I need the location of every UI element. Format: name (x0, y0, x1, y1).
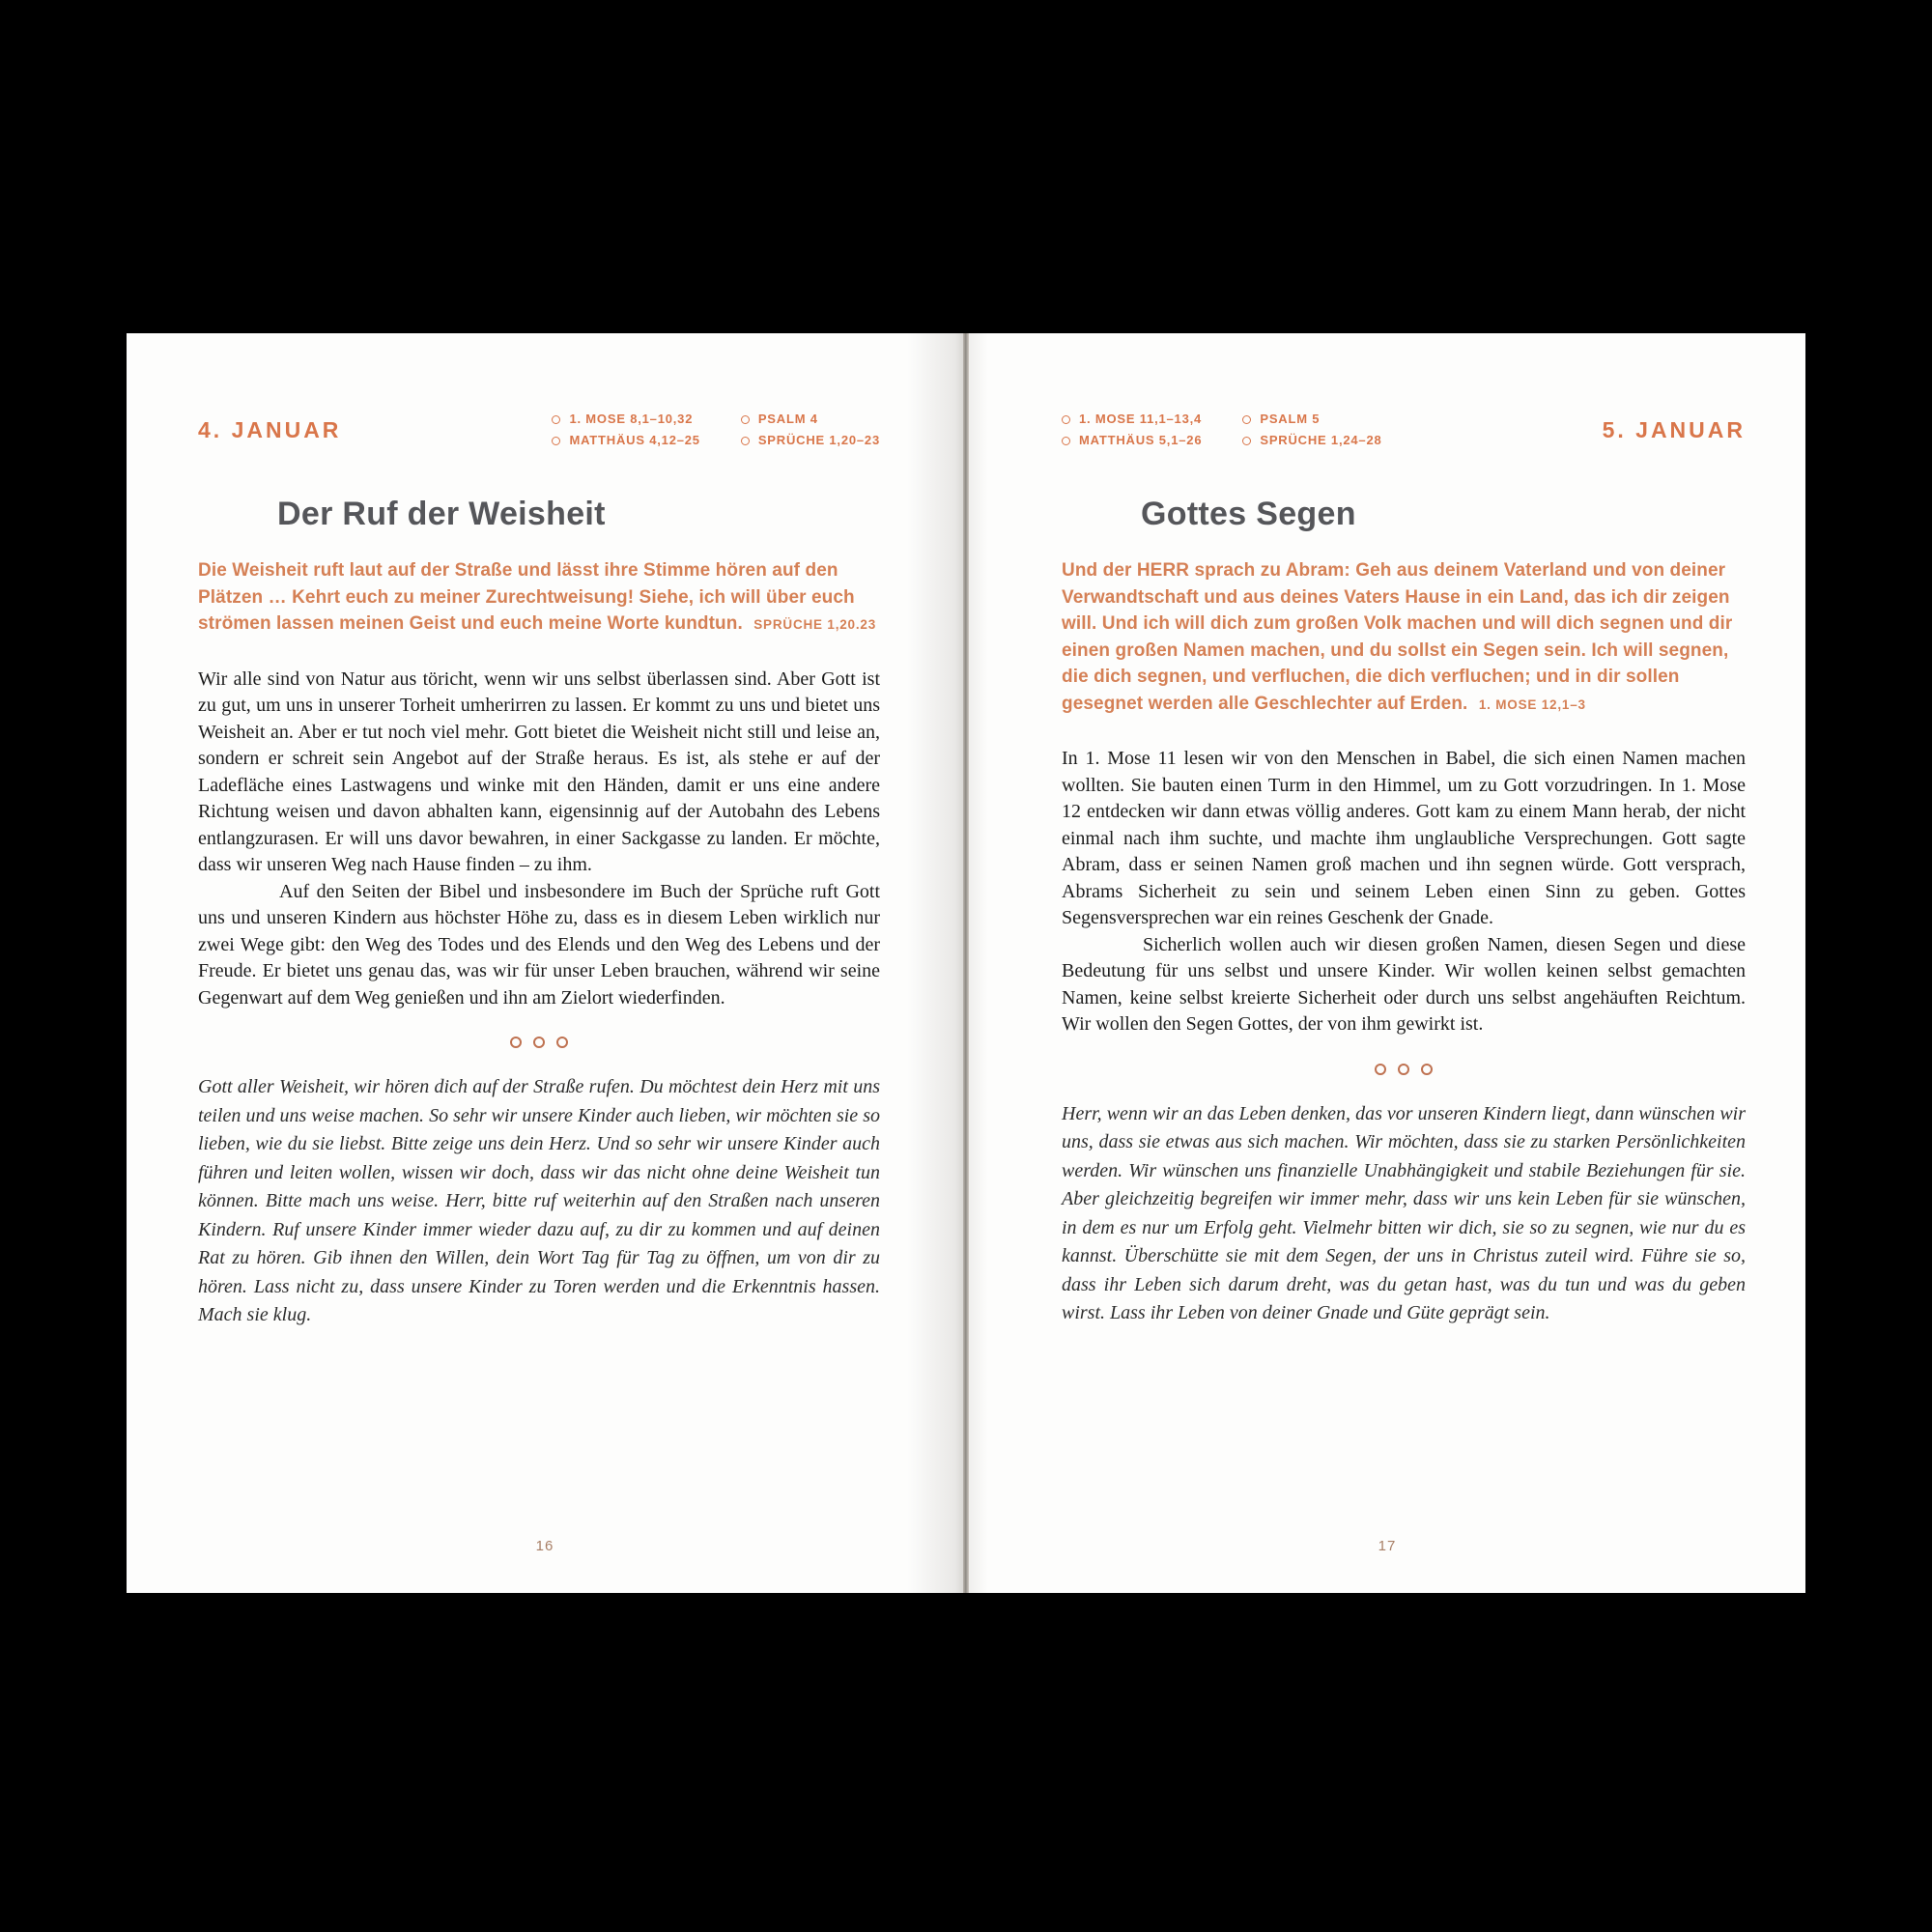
date-heading-right: 5. JANUAR (1602, 417, 1746, 442)
devotion-body-right (1062, 746, 1746, 1038)
circle-bullet-icon (1242, 437, 1251, 445)
ref-item (1062, 409, 1202, 430)
ref-item (552, 409, 699, 430)
ref-item (1242, 430, 1381, 451)
ref-label: PSALM 4 (757, 412, 818, 426)
scripture-citation-right: 1. MOSE 12,1–3 (1478, 696, 1586, 712)
ref-item (1062, 430, 1202, 451)
quote-text: Und der HERR sprach zu Abram: Geh aus deinem Vaterland und von deiner Verwandtschaft und aus deines Vaters Hause in ein Land, das ich dir zeigen will. Und ich will dich zum großen Volk machen und will dich segnen und dir einen großen Namen machen, und du sollst ein Segen sein. Ich will segnen, die dich segnen, und verfluchen, die dich verfluchen; und in dir sollen gesegnet werden alle Geschlechter auf Erden. (1062, 560, 1733, 714)
ref-label: SPRÜCHE 1,20–23 (757, 433, 880, 447)
ref-label: MATTHÄUS 5,1–26 (1079, 433, 1203, 447)
circle-bullet-icon (1062, 437, 1070, 445)
body-paragraph: Auf den Seiten der Bibel und insbesondere im Buch der Sprüche ruft Gott uns und unseren Kindern aus höchster Höhe zu, dass es in diesem Leben wirklich nur zwei Wege gibt: den Weg des Todes und des Elends und den Weg des Lebens und der Freude. Er bietet uns genau das, was wir für unser Leben brauchen, während wir seine Gegenwart auf dem Weg genießen und ihn am Zielort wiederfinden. (198, 880, 880, 1009)
prayer-text-left: Gott aller Weisheit, wir hören dich auf der Straße rufen. Du möchtest dein Herz mit uns teilen und uns weise machen. So sehr wir unsere Kinder auch lieben, wir möchten sie so lieben, wie du sie liebst. Bitte zeige uns dein Herz. Und so sehr wir unsere Kinder auch führen und leiten wollen, wissen wir doch, dass wir das nicht ohne deine Weisheit tun können. Bitte mach uns weise. Herr, bitte ruf weiterhin auf den Straßen nach unseren Kindern. Ruf unsere Kinder immer wieder dazu auf, zu dir zu kommen und auf deinen Rat zu hören. Gib ihnen den Willen, dein Wort Tag für Tag zu öffnen, um von dir zu hören. Lass nicht zu, dass unsere Kinder zu Toren werden und die Erkenntnis hassen. Mach sie klug. (198, 1076, 880, 1325)
scripture-citation-left: SPRÜCHE 1,20.23 (753, 617, 877, 632)
body-paragraph: Wir alle sind von Natur aus töricht, wenn wir uns selbst überlassen sind. Aber Gott ist zu gut, um uns in unserer Torheit umherirren zu lassen. Er kommt zu uns und bietet uns Weisheit an. Aber er tut noch viel mehr. Gott bietet die Weisheit nicht still und leise an, sondern er schreit sein Angebot auf der Straße heraus. Es ist, als stehe er auf der Ladefläche eines Lastwagens und winke mit den Händen, damit er uns eine andere Richtung weisen und davon abhalten kann, eigensinnig auf der Autobahn des Lebens entlangzurasen. Er will uns davor bewahren, in einer Sackgasse zu landen. Er möchte, dass wir unseren Weg nach Hause finden – zu ihm. (198, 668, 880, 875)
right-page (969, 333, 1805, 1593)
date-heading-left: 4. JANUAR (198, 417, 342, 442)
divider-circle-icon (510, 1037, 522, 1048)
scripture-quote-left (198, 557, 880, 639)
left-page (127, 333, 963, 1593)
scripture-refs-left (552, 409, 880, 451)
page-number-right: 17 (1378, 1538, 1397, 1554)
section-divider-left (198, 1037, 880, 1050)
page-number-left: 16 (535, 1538, 554, 1554)
left-page-header (198, 409, 880, 453)
section-divider-right (1062, 1064, 1746, 1077)
divider-circle-icon (1375, 1064, 1386, 1075)
ref-item (552, 430, 699, 451)
circle-bullet-icon (741, 415, 750, 424)
divider-circle-icon (1398, 1064, 1409, 1075)
ref-label: SPRÜCHE 1,24–28 (1260, 433, 1382, 447)
prayer-text-right: Herr, wenn wir an das Leben denken, das vor unseren Kindern liegt, dann wünschen wir uns, dass sie etwas aus sich machen. Wir möchten, dass sie zu starken Persönlichkeiten werden. Wir wünschen uns finanzielle Unabhängigkeit und stabile Beziehungen für sie. Aber gleichzeitig begreifen wir immer mehr, dass wir uns kein Leben für sie wünschen, in dem es nur um Erfolg geht. Vielmehr bitten wir dich, sie so zu segnen, wie nur du es kannst. Überschütte sie mit dem Segen, der uns in Christus zuteil wird. Führe sie so, dass ihr Leben sich darum dreht, was du getan hast, was du tun und was du geben wirst. Lass ihr Leben von deiner Gnade und Güte geprägt sein. (1062, 1102, 1746, 1323)
divider-circle-icon (556, 1037, 568, 1048)
refs-column (741, 409, 880, 451)
circle-bullet-icon (1062, 415, 1070, 424)
ref-label: 1. MOSE 11,1–13,4 (1079, 412, 1203, 426)
refs-column (1062, 409, 1202, 451)
ref-item (1242, 409, 1381, 430)
ref-label: PSALM 5 (1260, 412, 1321, 426)
circle-bullet-icon (552, 415, 560, 424)
circle-bullet-icon (741, 437, 750, 445)
divider-circle-icon (1421, 1064, 1433, 1075)
ref-item (741, 430, 880, 451)
devotion-title-right: Gottes Segen (1141, 496, 1356, 532)
book-spread (127, 333, 1805, 1593)
circle-bullet-icon (552, 437, 560, 445)
divider-circle-icon (533, 1037, 545, 1048)
scripture-quote-right (1062, 557, 1746, 718)
scripture-refs-right (1062, 409, 1382, 451)
body-paragraph: In 1. Mose 11 lesen wir von den Menschen in Babel, die sich einen Namen machen wollten. Sie bauten einen Turm in den Himmel, um zu Gott vorzudringen. In 1. Mose 12 entdecken wir dann etwas völlig anderes. Gott kam zu einem Mann herab, der nicht einmal nach ihm suchte, und machte ihm unglaubliche Versprechungen. Gott sagte Abram, dass er seinen Namen groß machen und ihn segnen würde. Gott versprach, Abrams Sicherheit zu sein und seinem Leben einen Sinn zu geben. Gottes Segensversprechen war ein reines Geschenk der Gnade. (1062, 748, 1746, 928)
refs-column (1242, 409, 1381, 451)
ref-label: MATTHÄUS 4,12–25 (569, 433, 700, 447)
circle-bullet-icon (1242, 415, 1251, 424)
ref-item (741, 409, 880, 430)
ref-label: 1. MOSE 8,1–10,32 (569, 412, 694, 426)
devotion-body-left (198, 667, 880, 1012)
devotion-title-left: Der Ruf der Weisheit (277, 496, 606, 532)
quote-text: Die Weisheit ruft laut auf der Straße und lässt ihre Stimme hören auf den Plätzen … Kehrt euch zu meiner Zurechtweisung! Siehe, ich will über euch strömen lassen meinen Geist und euch meine Worte kundtun. (198, 560, 855, 634)
refs-column (552, 409, 699, 451)
right-page-header (1062, 409, 1746, 453)
body-paragraph: Sicherlich wollen auch wir diesen großen Namen, diesen Segen und diese Bedeutung für uns selbst und unsere Kinder. Wir wollen keinen selbst gemachten Namen, keine selbst kreierte Sicherheit oder durch uns selbst angehäuften Reichtum. Wir wollen den Segen Gottes, der von ihm gewirkt ist. (1062, 933, 1746, 1035)
